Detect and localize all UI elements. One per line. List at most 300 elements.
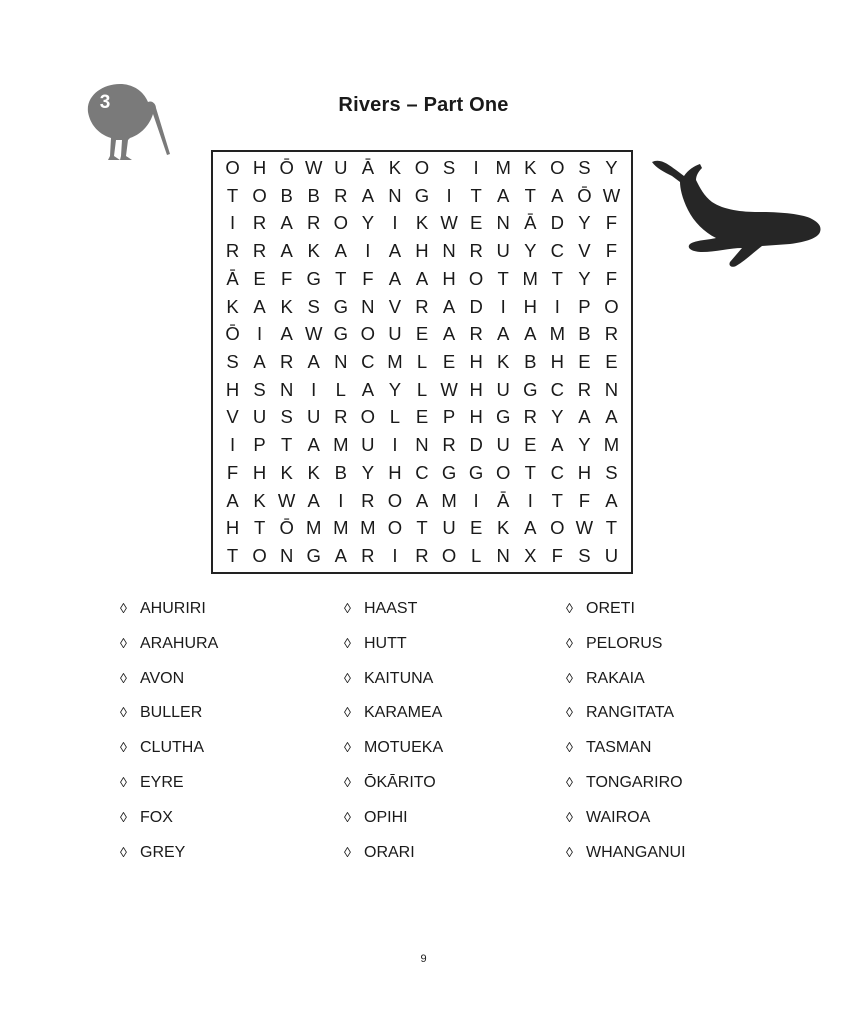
grid-cell[interactable]: N [334,350,348,372]
word-list-item [566,774,683,792]
word-list-item [566,844,686,862]
word-label: CLUTHA [140,739,205,757]
grid-cell[interactable]: I [392,434,398,456]
grid-cell[interactable]: C [415,461,429,483]
grid-cell[interactable]: K [280,461,293,483]
grid-cell[interactable]: S [280,406,293,428]
grid-cell[interactable]: O [441,545,457,567]
grid-cell[interactable]: I [473,156,479,178]
grid-cell[interactable]: F [226,461,239,483]
grid-cell[interactable]: N [415,434,429,456]
grid-cell[interactable]: H [550,350,565,372]
grid-cell[interactable]: W [277,489,296,511]
grid-cell[interactable]: Ā [497,489,510,511]
grid-cell[interactable]: T [253,517,266,539]
grid-cell[interactable]: H [415,240,429,262]
word-label: EYRE [140,774,184,791]
diamond-bullet-icon: ◊ [120,669,127,686]
grid-cell[interactable]: G [414,184,430,206]
grid-cell[interactable]: A [361,184,375,206]
word-list-item [120,704,202,722]
grid-cell[interactable]: Y [578,212,591,234]
grid-cell[interactable]: K [497,350,510,372]
grid-cell[interactable]: H [252,461,267,483]
grid-cell[interactable]: N [361,295,375,317]
grid-cell[interactable]: O [495,461,511,483]
grid-cell[interactable]: B [524,350,537,372]
grid-cell[interactable]: V [388,295,402,317]
grid-cell[interactable]: Ō [577,184,592,206]
word-list-item [566,739,651,757]
word-list-item [344,704,442,722]
whale-icon [650,156,824,274]
grid-cell[interactable]: W [602,184,621,206]
grid-cell[interactable]: G [306,267,321,289]
grid-cell[interactable]: K [524,156,537,178]
grid-cell[interactable]: I [392,545,398,567]
grid-cell[interactable]: I [554,295,560,317]
grid-cell[interactable]: A [524,323,537,345]
grid-cell[interactable]: E [415,406,429,428]
grid-cell[interactable]: N [442,240,456,262]
diamond-bullet-icon: ◊ [120,704,127,721]
page-title: Rivers – Part One [338,94,509,116]
grid-cell[interactable]: M [387,350,403,372]
grid-cell[interactable]: C [361,350,375,372]
grid-cell[interactable]: R [361,545,375,567]
grid-cell[interactable]: T [497,267,509,289]
grid-cell[interactable]: T [524,184,536,206]
grid-cell[interactable]: E [415,323,429,345]
grid-cell[interactable]: M [522,267,538,289]
grid-cell[interactable]: I [338,489,344,511]
grid-cell[interactable]: R [307,212,321,234]
puzzle-number: 3 [99,92,111,113]
grid-cell[interactable]: M [360,517,376,539]
word-label: BULLER [140,704,203,722]
grid-cell[interactable]: V [226,406,239,428]
word-label: AHURIRI [140,600,206,617]
grid-cell[interactable]: E [524,434,537,456]
grid-cell[interactable]: M [441,489,457,511]
grid-cell[interactable]: H [388,461,402,483]
grid-cell[interactable]: T [416,517,428,539]
grid-cell[interactable]: I [229,434,236,456]
grid-cell[interactable]: A [551,434,564,456]
grid-cell[interactable]: U [496,378,510,400]
grid-cell[interactable]: I [229,212,236,234]
grid-cell[interactable]: V [578,240,591,262]
grid-cell[interactable]: R [415,545,429,567]
word-list-item [344,739,443,757]
grid-cell[interactable]: A [280,212,293,234]
grid-cell[interactable]: A [307,489,320,511]
grid-cell[interactable]: P [578,295,591,317]
grid-cell[interactable]: Y [361,212,375,234]
grid-cell[interactable]: T [524,461,536,483]
word-list-item [120,670,184,688]
grid-cell[interactable]: D [469,295,483,317]
grid-cell[interactable]: N [279,545,294,567]
grid-cell[interactable]: W [440,378,458,400]
grid-cell[interactable]: R [442,434,456,456]
grid-cell[interactable]: I [365,240,371,262]
grid-cell[interactable]: G [495,406,511,428]
grid-cell[interactable]: X [524,545,537,567]
grid-cell[interactable]: A [361,378,375,400]
grid-cell[interactable]: O [252,184,267,206]
grid-cell[interactable]: A [442,323,456,345]
page-number: 9 [420,953,427,965]
diamond-bullet-icon: ◊ [566,704,573,721]
grid-cell[interactable]: S [226,350,239,372]
grid-cell[interactable]: U [361,434,375,456]
grid-cell[interactable]: C [550,240,565,262]
grid-cell[interactable]: R [523,406,537,428]
grid-cell[interactable]: S [253,378,266,400]
word-label: MOTUEKA [364,739,444,757]
grid-cell[interactable]: S [605,461,618,483]
grid-cell[interactable]: E [578,350,591,372]
grid-cell[interactable]: G [468,461,484,483]
grid-cell[interactable]: O [360,406,376,428]
grid-cell[interactable]: A [578,406,591,428]
grid-cell[interactable]: G [306,545,321,567]
grid-cell[interactable]: M [549,323,566,345]
grid-cell[interactable]: L [335,378,346,400]
grid-cell[interactable]: F [605,240,618,262]
diamond-bullet-icon: ◊ [344,739,351,756]
word-label: GREY [140,843,186,861]
grid-cell[interactable]: A [253,295,266,317]
grid-cell[interactable]: O [387,517,403,539]
grid-cell[interactable]: K [253,489,266,511]
grid-cell[interactable]: I [500,295,506,317]
grid-cell[interactable]: A [226,489,239,511]
grid-cell[interactable]: R [252,212,267,234]
grid-cell[interactable]: O [468,267,484,289]
grid-cell[interactable]: T [226,184,239,206]
grid-cell[interactable]: N [496,212,510,234]
grid-cell[interactable]: P [442,406,456,428]
word-label: KARAMEA [364,704,443,722]
grid-cell[interactable]: A [415,267,429,289]
grid-cell[interactable]: N [279,378,294,400]
grid-cell[interactable]: D [469,434,483,456]
diamond-bullet-icon: ◊ [566,808,573,825]
diamond-bullet-icon: ◊ [120,774,127,790]
diamond-bullet-icon: ◊ [344,808,351,825]
word-list-item [344,600,417,618]
grid-cell[interactable]: T [226,545,239,567]
grid-cell[interactable]: F [281,267,293,289]
grid-cell[interactable]: Y [388,378,402,400]
grid-cell[interactable]: I [311,378,317,400]
grid-cell[interactable]: F [605,267,618,289]
word-label: RANGITATA [586,704,674,722]
grid-cell[interactable]: U [496,434,510,456]
grid-cell[interactable]: U [388,323,402,345]
grid-cell[interactable]: K [307,461,320,483]
word-label: AVON [140,669,185,687]
grid-cell[interactable]: T [551,267,563,289]
grid-cell[interactable]: O [414,156,430,178]
diamond-bullet-icon: ◊ [566,843,573,860]
grid-cell[interactable]: K [415,212,429,234]
grid-cell[interactable]: E [469,517,483,539]
word-list-item [566,600,635,618]
word-label: RAKAIA [586,669,645,687]
word-list-item [120,600,206,618]
grid-cell[interactable]: A [415,489,429,511]
grid-cell[interactable]: M [603,434,620,456]
grid-cell[interactable]: H [469,378,483,400]
diamond-bullet-icon: ◊ [120,634,127,651]
grid-cell[interactable]: A [605,489,618,511]
grid-cell[interactable]: T [551,489,563,511]
grid-cell[interactable]: C [550,378,565,400]
grid-cell[interactable]: I [446,184,452,206]
grid-cell[interactable]: L [470,545,482,567]
grid-cell[interactable]: R [361,489,375,511]
grid-cell[interactable]: B [280,184,293,206]
word-list-item [566,635,662,653]
grid-cell[interactable]: G [333,295,348,317]
grid-cell[interactable]: Ō [279,156,294,178]
grid-cell[interactable]: E [253,267,266,289]
grid-cell[interactable]: Y [578,434,591,456]
word-label: WAIROA [586,808,651,826]
grid-cell[interactable]: R [334,184,348,206]
grid-cell[interactable]: Ā [361,156,375,178]
grid-cell[interactable]: B [307,184,320,206]
word-label: ŌKĀRITO [364,774,436,791]
grid-cell[interactable]: U [252,406,267,428]
grid-cell[interactable]: A [388,267,402,289]
diamond-bullet-icon: ◊ [120,808,127,825]
grid-cell[interactable]: T [335,267,347,289]
word-list-item [120,844,185,862]
grid-cell[interactable]: R [252,240,267,262]
word-list-item [120,809,173,827]
grid-cell[interactable]: G [333,323,348,345]
grid-cell[interactable]: R [225,240,240,262]
diamond-bullet-icon: ◊ [566,739,573,756]
grid-cell[interactable]: R [469,323,483,345]
grid-cell[interactable]: F [578,489,591,511]
grid-cell[interactable]: U [307,406,321,428]
grid-cell[interactable]: S [578,545,591,567]
grid-cell[interactable]: A [497,184,510,206]
grid-cell[interactable]: I [473,489,479,511]
grid-cell[interactable]: H [252,156,267,178]
grid-cell[interactable]: R [604,323,619,345]
word-label: TASMAN [586,739,652,757]
grid-cell[interactable]: R [469,240,483,262]
word-list-item [344,774,436,792]
grid-cell[interactable]: H [523,295,537,317]
diamond-bullet-icon: ◊ [344,669,351,686]
grid-cell[interactable]: D [550,212,565,234]
grid-cell[interactable]: I [527,489,533,511]
grid-cell[interactable]: W [304,156,323,178]
grid-cell[interactable]: F [605,212,618,234]
grid-cell[interactable]: Y [524,240,537,262]
grid-cell[interactable]: A [334,545,347,567]
grid-cell[interactable]: L [416,378,428,400]
grid-cell[interactable]: U [334,156,348,178]
word-list [120,600,740,880]
word-label: TONGARIRO [586,774,683,791]
grid-cell[interactable]: O [604,295,619,317]
grid-cell[interactable]: N [496,545,510,567]
grid-cell[interactable]: Y [605,156,618,178]
grid-cell[interactable]: K [226,295,239,317]
grid-cell[interactable]: I [257,323,263,345]
grid-cell[interactable]: Y [578,267,591,289]
grid-cell[interactable]: L [416,350,428,372]
grid-cell[interactable]: U [496,240,510,262]
word-search-grid [211,150,633,574]
grid-cell[interactable]: A [253,350,266,372]
grid-cell[interactable]: B [578,323,591,345]
grid-cell[interactable]: O [333,212,348,234]
grid-cell[interactable]: P [253,434,266,456]
grid-cell[interactable]: A [551,184,564,206]
word-list-item [566,670,645,688]
grid-cell[interactable]: R [577,378,592,400]
grid-cell[interactable]: O [550,517,565,539]
grid-cell[interactable]: A [334,240,347,262]
diamond-bullet-icon: ◊ [344,774,351,790]
grid-cell[interactable]: O [360,323,376,345]
grid-cell[interactable]: W [304,323,323,345]
grid-cell[interactable]: M [333,434,349,456]
diamond-bullet-icon: ◊ [566,669,573,686]
grid-cell[interactable]: O [225,156,240,178]
grid-cell[interactable]: M [495,156,511,178]
grid-cell[interactable]: H [225,517,240,539]
grid-cell[interactable]: K [497,517,510,539]
grid-cell[interactable]: A [388,240,402,262]
grid-cell[interactable]: G [523,378,538,400]
diamond-bullet-icon: ◊ [344,704,351,721]
grid-cell[interactable]: Ā [524,212,537,234]
word-list-item [120,739,204,757]
grid-cell[interactable]: E [605,350,618,372]
grid-cell[interactable]: S [307,295,320,317]
grid-cell[interactable]: Y [551,406,564,428]
word-list-item [566,809,650,827]
word-label: ORARI [364,843,415,861]
grid-cell[interactable]: M [333,517,349,539]
word-label: WHANGANUI [586,843,686,861]
grid-cell[interactable]: K [280,295,293,317]
grid-cell[interactable]: A [307,350,320,372]
grid-cell[interactable]: F [362,267,374,289]
word-label: OPIHI [364,808,408,826]
word-list-item [344,670,433,688]
grid-cell[interactable]: H [442,267,456,289]
grid-cell[interactable]: Ō [279,517,294,539]
grid-cell[interactable]: A [524,517,537,539]
grid-cell[interactable]: S [578,156,591,178]
word-label: ORETI [586,600,635,617]
grid-cell[interactable]: A [280,240,293,262]
grid-cell[interactable]: A [442,295,456,317]
grid-cell[interactable]: K [307,240,320,262]
grid-cell[interactable]: E [469,212,483,234]
grid-cell[interactable]: I [392,212,398,234]
word-label: PELORUS [586,634,663,652]
grid-cell[interactable]: A [307,434,320,456]
grid-cell[interactable]: M [306,517,322,539]
grid-cell[interactable]: E [442,350,456,372]
word-list-item [344,844,415,862]
grid-cell[interactable]: N [388,184,402,206]
grid-cell[interactable]: R [334,406,348,428]
grid-cell[interactable]: T [605,517,618,539]
grid-cell[interactable]: B [334,461,347,483]
grid-cell[interactable]: W [440,212,458,234]
grid-cell[interactable]: O [550,156,565,178]
grid-cell[interactable]: A [605,406,618,428]
grid-cell[interactable]: H [469,406,483,428]
grid-cell[interactable]: T [470,184,482,206]
grid-cell[interactable]: R [415,295,429,317]
grid-cell[interactable]: Y [361,461,375,483]
grid-cell[interactable]: L [389,406,401,428]
diamond-bullet-icon: ◊ [566,634,573,651]
grid-cell[interactable]: H [469,350,483,372]
grid-cell[interactable]: O [252,545,267,567]
grid-cell[interactable]: G [441,461,457,483]
grid-cell[interactable]: F [551,545,563,567]
grid-cell[interactable]: U [442,517,456,539]
word-list-item [344,809,408,827]
diamond-bullet-icon: ◊ [566,774,573,790]
grid-cell[interactable]: H [577,461,592,483]
word-list-item [120,774,184,792]
diamond-bullet-icon: ◊ [120,739,127,756]
diamond-bullet-icon: ◊ [344,843,351,860]
diamond-bullet-icon: ◊ [344,634,351,651]
diamond-bullet-icon: ◊ [120,843,127,860]
diamond-bullet-icon: ◊ [566,600,573,616]
word-list-item [566,704,674,722]
grid-cell[interactable]: S [442,156,456,178]
word-list-item [344,635,407,653]
word-label: FOX [140,808,173,826]
grid-cell[interactable]: C [550,461,565,483]
grid-cell[interactable]: A [497,323,510,345]
grid-cell[interactable]: H [225,378,240,400]
word-list-item [120,635,218,653]
grid-cell[interactable]: Ā [226,267,239,289]
diamond-bullet-icon: ◊ [120,600,127,616]
grid-cell[interactable]: U [604,545,619,567]
grid-cell[interactable]: K [388,156,402,178]
grid-cell[interactable]: O [387,489,403,511]
grid-cell[interactable]: Ō [225,323,240,345]
grid-cell[interactable]: R [279,350,294,372]
word-label: KAITUNA [364,669,434,687]
grid-cell[interactable]: N [604,378,619,400]
word-label: HAAST [364,600,418,617]
grid-cell[interactable]: A [280,323,293,345]
grid-cell[interactable]: T [281,434,293,456]
grid-cell[interactable]: W [575,517,594,539]
